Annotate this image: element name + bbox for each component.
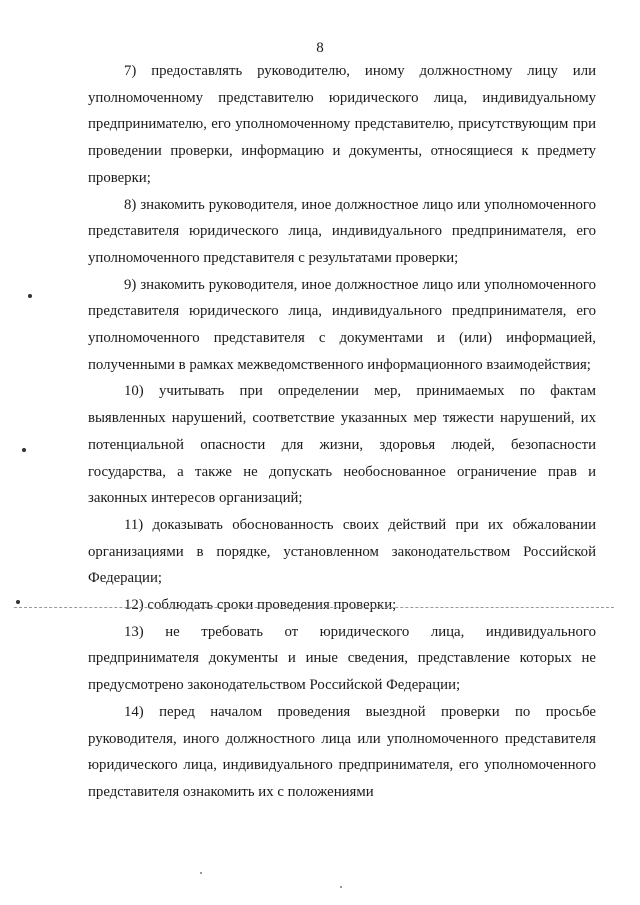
paragraph-item-7: 7) предоставлять руководителю, иному должностному лицу или уполномоченному представителю юридического лица, индивидуальному предпринимателю, его уполномоченному представителю, присутствующим при проведении проверки, информацию и документы, относящиеся к предмету проверки;: [88, 63, 596, 186]
scan-speck: [340, 886, 342, 888]
scan-mark-dot: [28, 294, 32, 298]
scan-mark-dot: [16, 600, 20, 604]
paragraph-item-10: 10) учитывать при определении мер, принимаемых по фактам выявленных нарушений, соответствие указанных мер тяжести нарушений, их потенциальной опасности для жизни, здоровья людей, безопасности государства, а также не допускать необоснованное ограничение прав и законных интересов организаций;: [88, 383, 596, 507]
paragraph-item-13: 13) не требовать от юридического лица, индивидуального предпринимателя документы и иные сведения, представление которых не предусмотрено законодательством Российской Федерации;: [88, 623, 596, 694]
page-number: 8: [316, 40, 324, 56]
scan-line-artifact: [14, 607, 614, 608]
paragraph-item-9: 9) знакомить руководителя, иное должностное лицо или уполномоченного представителя юридического лица, индивидуального предпринимателя, его уполномоченного представителя с документами и (или) информацией, полученными в рамках межведомственного информационного взаимодействия;: [88, 276, 596, 373]
paragraph-item-8: 8) знакомить руководителя, иное должностное лицо или уполномоченного представителя юридического лица, индивидуального предпринимателя, его уполномоченного представителя с результатами проверки;: [88, 196, 596, 266]
scan-mark-dot: [22, 448, 26, 452]
paragraph-item-12: 12) соблюдать сроки проведения проверки;: [124, 597, 397, 614]
scan-speck: [200, 872, 202, 874]
paragraph-item-14: 14) перед началом проведения выездной проверки по просьбе руководителя, иного должностного лица или уполномоченного представителя юридического лица, индивидуального предпринимателя, его уполномоченного представителя ознакомить их с положениями: [88, 703, 596, 800]
document-body: [88, 58, 596, 806]
paragraph-item-11: 11) доказывать обоснованность своих действий при их обжаловании организациями в порядке, установленном законодательством Российской Федерации;: [88, 516, 596, 587]
